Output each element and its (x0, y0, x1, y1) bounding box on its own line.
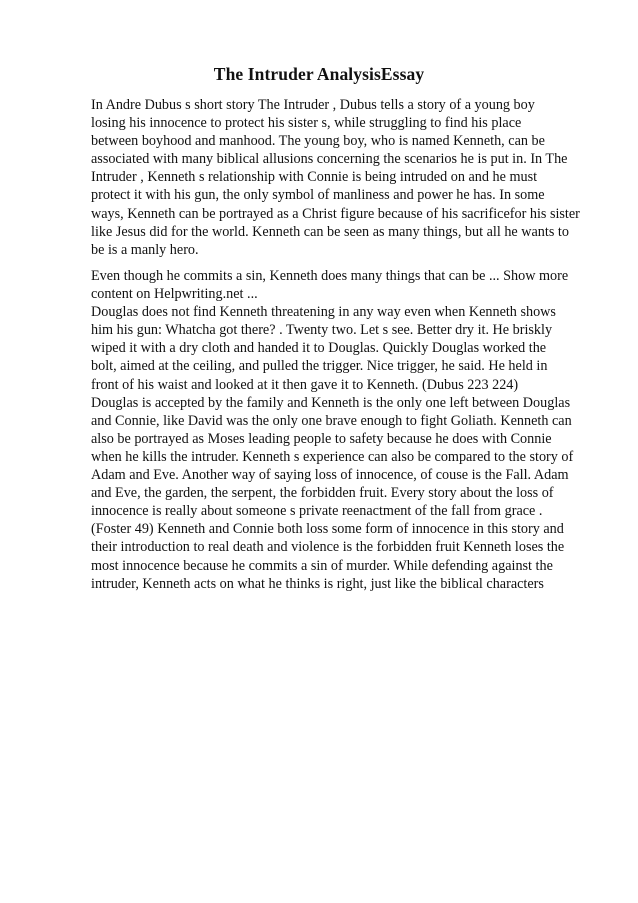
text-line: wiped it with a dry cloth and handed it to Douglas. Quickly Douglas worked the (91, 340, 547, 357)
text-line: (Foster 49) Kenneth and Connie both loss some form of innocence in this story and (91, 521, 564, 538)
text-line: front of his waist and looked at it then gave it to Kenneth. (Dubus 223 224) (91, 376, 519, 393)
text-line: Adam and Eve. Another way of saying loss of innocence, of couse is the Fall. Adam (91, 467, 569, 484)
text-line: like Jesus did for the world. Kenneth can be seen as many things, but all he wants to (91, 223, 569, 240)
text-line: In Andre Dubus s short story The Intruder , Dubus tells a story of a young boy (91, 97, 535, 113)
text-line: losing his innocence to protect his sister s, while struggling to find his place (91, 115, 522, 132)
text-line: associated with many biblical allusions concerning the scenarios he is put in. In The (91, 151, 568, 168)
text-line: protect it with his gun, the only symbol of manliness and power he has. In some (91, 187, 545, 204)
text-line: when he kills the intruder. Kenneth s experience can also be compared to the story of (91, 448, 574, 465)
text-line: Douglas is accepted by the family and Kenneth is the only one left between Douglas (91, 394, 571, 411)
text-line: Intruder , Kenneth s relationship with Connie is being intruded on and he must (91, 169, 538, 186)
text-line: most innocence because he commits a sin of murder. While defending against the (91, 557, 553, 574)
document-title: The Intruder AnalysisEssay (213, 64, 425, 84)
text-line: Even though he commits a sin, Kenneth does many things that can be ... Show more (91, 268, 569, 284)
text-line: him his gun: Whatcha got there? . Twenty two. Let s see. Better dry it. He briskly (91, 322, 553, 339)
text-line: between boyhood and manhood. The young boy, who is named Kenneth, can be (91, 133, 545, 150)
text-line: and Eve, the garden, the serpent, the forbidden fruit. Every story about the loss of (91, 485, 554, 502)
text-line: be is a manly hero. (91, 241, 199, 258)
text-line: bolt, aimed at the ceiling, and pulled the trigger. Nice trigger, he said. He held in (91, 358, 548, 375)
paragraph-2 (91, 267, 591, 593)
paragraph-1 (91, 96, 591, 259)
text-line: intruder, Kenneth acts on what he thinks is right, just like the biblical characters (91, 575, 544, 592)
text-line: their introduction to real death and violence is the forbidden fruit Kenneth loses the (91, 539, 565, 556)
text-line: and Connie, like David was the only one brave enough to fight Goliath. Kenneth can (91, 412, 572, 429)
text-line: ways, Kenneth can be portrayed as a Christ figure because of his sacrificefor his sister (91, 205, 580, 222)
text-line: Douglas does not find Kenneth threatening in any way even when Kenneth shows (91, 304, 556, 321)
text-line: content on Helpwriting.net ... (91, 286, 258, 303)
text-line: innocence is really about someone s private reenactment of the fall from grace . (91, 503, 543, 520)
text-line: also be portrayed as Moses leading people to safety because he does with Connie (91, 430, 552, 447)
